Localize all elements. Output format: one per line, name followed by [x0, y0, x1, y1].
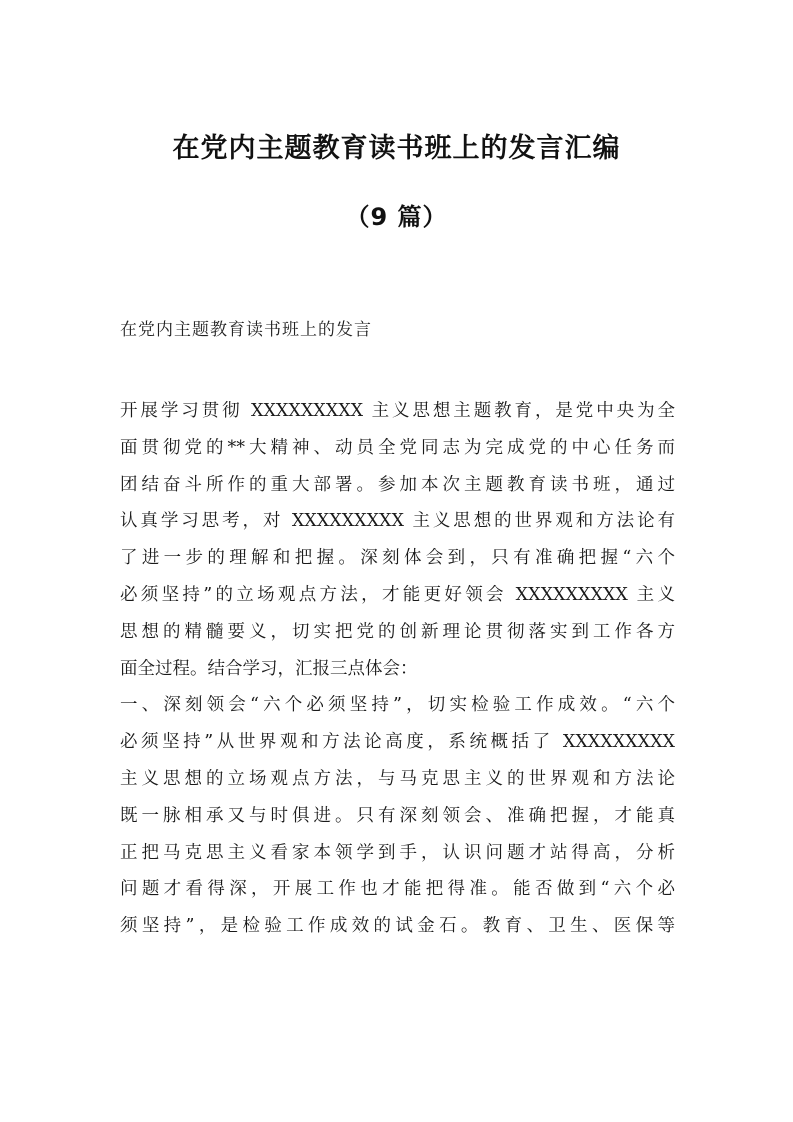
body-line: 一、深刻领会“六个必须坚持”，切实检验工作成效。“六个 [120, 695, 675, 716]
document-title: 在党内主题教育读书班上的发言汇编 [172, 133, 621, 164]
body-paragraph [120, 393, 675, 945]
body-line: 必须坚持”的立场观点方法，才能更好领会 XXXXXXXXX 主义 [120, 584, 675, 605]
body-line: 须坚持”，是检验工作成效的试金石。教育、卫生、医保等 [120, 916, 675, 937]
body-line: 问题才看得深，开展工作也才能把得准。能否做到“六个必 [120, 879, 675, 900]
body-line: 既一脉相承又与时俱进。只有深刻领会、准确把握，才能真 [120, 805, 675, 826]
body-line: 团结奋斗所作的重大部署。参加本次主题教育读书班，通过 [120, 474, 675, 495]
body-line: 主义思想的立场观点方法，与马克思主义的世界观和方法论 [120, 768, 675, 789]
body-line: 面贯彻党的**大精神、动员全党同志为完成党的中心任务而 [120, 437, 675, 458]
body-line: 必须坚持”从世界观和方法论高度，系统概括了 XXXXXXXXX [120, 732, 675, 753]
body-line-last: 面全过程。结合学习，汇报三点体会： [120, 658, 418, 679]
body-line: 思想的精髓要义，切实把党的创新理论贯彻落实到工作各方 [120, 621, 675, 642]
body-line: 认真学习思考，对 XXXXXXXXX 主义思想的世界观和方法论有 [120, 511, 675, 532]
body-line: 正把马克思主义看家本领学到手，认识问题才站得高，分析 [120, 842, 675, 863]
section-heading: 在党内主题教育读书班上的发言 [120, 320, 372, 340]
body-line: 开展学习贯彻 XXXXXXXXX 主义思想主题教育，是党中央为全 [120, 401, 675, 421]
body-line: 了进一步的理解和把握。深刻体会到，只有准确把握“六个 [120, 548, 675, 569]
document-subtitle: （9 篇） [345, 203, 448, 231]
